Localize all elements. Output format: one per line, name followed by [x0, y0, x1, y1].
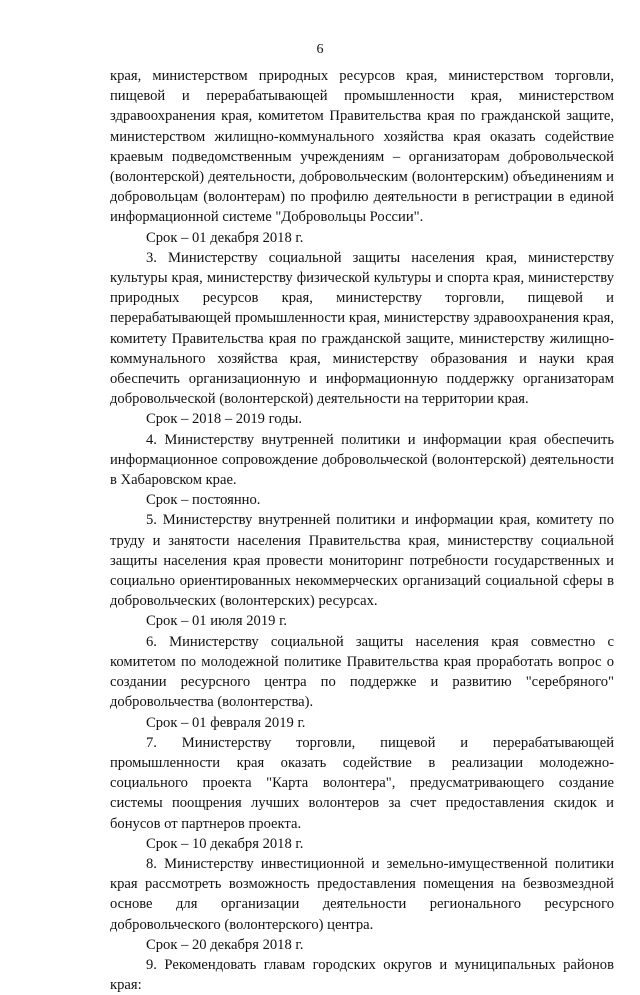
deadline-line: Срок – 20 декабря 2018 г.	[146, 936, 304, 953]
paragraph-item-5: 5. Министерству внутренней политики и информации края, комитету по труду и занятости населения Правительства края, министерству социальной защиты населения края провести мониторинг потребности государственных и социально ориентированных некоммерческих организаций социальной сферы в добровольческих (волонтерских) ресурсах.	[110, 512, 614, 610]
paragraph-item-7: 7. Министерству торговли, пищевой и перерабатывающей промышленности края оказать содействие в реализации молодежно-социального проекта "Карта волонтера", предусматривающего создание системы поощрения лучших волонтеров за счет предоставления скидок и бонусов от партнеров проекта.	[110, 734, 614, 832]
paragraph-item-6: 6. Министерству социальной защиты населения края совместно с комитетом по молодежной политике Правительства края проработать вопрос о создании ресурсного центра по поддержке и развитию "серебряного" добровольчества (волонтерства).	[110, 633, 614, 711]
paragraph-item-3: 3. Министерству социальной защиты населения края, министерству культуры края, министерству физической культуры и спорта края, министерству природных ресурсов края, министерству торговли, пищевой и перерабатывающей промышленности края, министерству здравоохранения края, комитету Правительства края по гражданской защите, министерству жилищно-коммунального хозяйства края, министерству образования и науки края обеспечить организационную и информационную поддержку организаторам добровольческой (волонтерской) деятельности на территории края.	[110, 249, 614, 408]
paragraph-item-8: 8. Министерству инвестиционной и земельно-имущественной политики края рассмотреть возможность предоставления помещения на безвозмездной основе для организации деятельности регионального ресурсного добровольческого (волонтерского) центра.	[110, 855, 614, 933]
deadline-line: Срок – 01 декабря 2018 г.	[146, 229, 304, 246]
deadline-line: Срок – 10 декабря 2018 г.	[146, 835, 304, 852]
paragraph-item-9: 9. Рекомендовать главам городских округов и муниципальных районов края:	[110, 956, 614, 994]
paragraph-item-4: 4. Министерству внутренней политики и информации края обеспечить информационное сопровождение добровольческой (волонтерской) деятельности в Хабаровском крае.	[110, 431, 614, 489]
paragraph-continuation: края, министерством природных ресурсов края, министерством торговли, пищевой и перерабатывающей промышленности края, министерством здравоохранения края, комитетом Правительства края по гражданской защите, министерством жилищно-коммунального хозяйства края оказать содействие краевым подведомственным учреждениям – организаторам добровольческой (волонтерской) деятельности, добровольческим (волонтерским) объединениям и добровольцам (волонтерам) по профилю деятельности в регистрации в единой информационной системе "Добровольцы России".	[110, 68, 614, 226]
page-number: 6	[316, 42, 324, 57]
deadline-line: Срок – 01 февраля 2019 г.	[146, 714, 306, 731]
deadline-line: Срок – 01 июля 2019 г.	[146, 613, 288, 630]
deadline-line: Срок – 2018 – 2019 годы.	[146, 411, 303, 428]
deadline-line: Срок – постоянно.	[146, 492, 261, 509]
document-body	[110, 66, 614, 995]
